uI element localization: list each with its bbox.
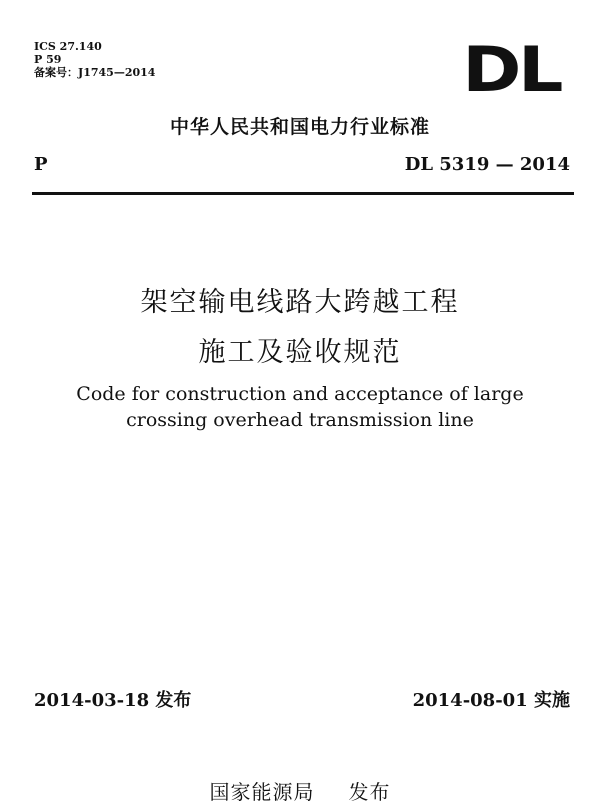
industry-standard-title: 中华人民共和国电力行业标准: [169, 116, 430, 138]
issuer-action: 发布: [348, 780, 391, 804]
ccs-code: P 59: [34, 53, 62, 66]
issuer: [0, 776, 600, 805]
document-metadata: [34, 40, 155, 79]
ics-code: ICS 27.140: [34, 40, 102, 53]
standard-number: DL 5319 — 2014: [404, 154, 570, 175]
title-en-line1: Code for construction and acceptance of large: [76, 383, 524, 405]
issue-date: 2014-03-18 发布: [34, 690, 192, 711]
title-en-line2: crossing overhead transmission line: [126, 409, 474, 431]
classification-code: P: [34, 154, 48, 175]
record-number: 备案号：J1745—2014: [34, 66, 156, 79]
title-cn-line2: 施工及验收规范: [198, 337, 402, 368]
issuer-name: 国家能源局: [209, 780, 315, 804]
header-divider: [32, 192, 574, 195]
title-cn-line1: 架空输电线路大跨越工程: [140, 287, 460, 318]
effective-date: 2014-08-01 实施: [412, 690, 570, 711]
dl-logo: DL: [462, 33, 560, 106]
